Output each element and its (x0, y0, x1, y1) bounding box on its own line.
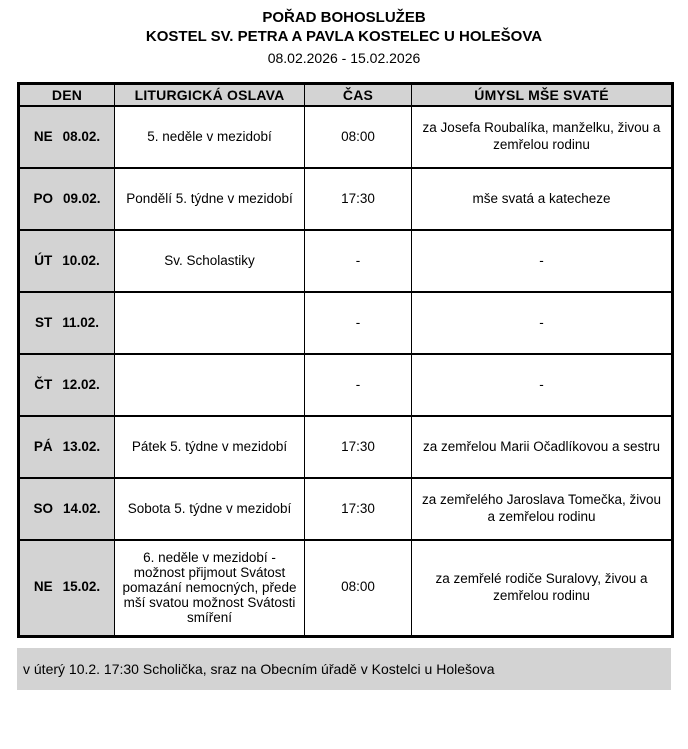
table-row (19, 292, 673, 354)
table-row (19, 168, 673, 230)
date-range: 08.02.2026 - 15.02.2026 (267, 50, 421, 66)
day-date: 08.02. (62, 128, 101, 144)
celebration-cell: Pondělí 5. týdne v mezidobí (115, 168, 305, 230)
day-abbr: SO (33, 500, 53, 516)
day-abbr: ÚT (34, 252, 53, 268)
page-title: POŘAD BOHOSLUŽEB (262, 9, 426, 26)
day-cell (19, 230, 115, 292)
intention-cell: za zemřelou Marii Očadlíkovou a sestru (412, 416, 673, 478)
table-row (19, 106, 673, 168)
time-cell: - (305, 292, 412, 354)
table-row (19, 354, 673, 416)
time-cell: 08:00 (305, 106, 412, 168)
day-abbr: PÁ (33, 438, 53, 454)
table-row (19, 478, 673, 540)
intention-cell: za Josefa Roubalíka, manželku, živou a zemřelou rodinu (412, 106, 673, 168)
celebration-cell: 6. neděle v mezidobí - možnost přijmout Svátost pomazání nemocných, přede mší svatou možnost Svátosti smíření (115, 540, 305, 636)
day-date: 14.02. (62, 500, 101, 516)
table-header-row (19, 84, 673, 107)
time-cell: 17:30 (305, 168, 412, 230)
celebration-cell (115, 292, 305, 354)
column-header-intention: ÚMYSL MŠE SVATÉ (412, 84, 673, 107)
intention-cell: - (412, 292, 673, 354)
day-cell (19, 478, 115, 540)
time-cell: - (305, 354, 412, 416)
celebration-cell (115, 354, 305, 416)
day-cell (19, 106, 115, 168)
intention-cell: za zemřelého Jaroslava Tomečka, živou a zemřelou rodinu (412, 478, 673, 540)
day-abbr: ST (34, 314, 53, 330)
celebration-cell: 5. neděle v mezidobí (115, 106, 305, 168)
intention-cell: mše svatá a katecheze (412, 168, 673, 230)
day-date: 15.02. (62, 579, 101, 595)
column-header-celebration: LITURGICKÁ OSLAVA (115, 84, 305, 107)
table-row (19, 230, 673, 292)
table-row (19, 416, 673, 478)
day-cell (19, 292, 115, 354)
time-cell: 08:00 (305, 540, 412, 636)
column-header-time: ČAS (305, 84, 412, 107)
intention-cell: - (412, 354, 673, 416)
day-abbr: ČT (34, 376, 53, 392)
day-abbr: PO (33, 190, 53, 206)
page-subtitle: KOSTEL SV. PETRA A PAVLA KOSTELEC U HOLEŠOVA (145, 28, 543, 45)
day-date: 11.02. (62, 314, 100, 330)
day-cell (19, 354, 115, 416)
day-date: 12.02. (62, 376, 100, 392)
celebration-cell: Sv. Scholastiky (115, 230, 305, 292)
intention-cell: - (412, 230, 673, 292)
day-abbr: NE (33, 579, 53, 595)
day-date: 10.02. (62, 252, 100, 268)
day-date: 13.02. (62, 438, 101, 454)
intention-cell: za zemřelé rodiče Suralovy, živou a zemřelou rodinu (412, 540, 673, 636)
celebration-cell: Pátek 5. týdne v mezidobí (115, 416, 305, 478)
time-cell: 17:30 (305, 478, 412, 540)
time-cell: - (305, 230, 412, 292)
day-date: 09.02. (62, 190, 101, 206)
celebration-cell: Sobota 5. týdne v mezidobí (115, 478, 305, 540)
day-abbr: NE (33, 128, 53, 144)
title-block (17, 8, 671, 68)
day-cell (19, 416, 115, 478)
day-cell (19, 540, 115, 636)
day-cell (19, 168, 115, 230)
schedule-table (17, 82, 674, 638)
column-header-day: DEN (19, 84, 115, 107)
time-cell: 17:30 (305, 416, 412, 478)
footer-note: v úterý 10.2. 17:30 Scholička, sraz na Obecním úřadě v Kostelci u Holešova (17, 648, 671, 690)
table-row (19, 540, 673, 636)
